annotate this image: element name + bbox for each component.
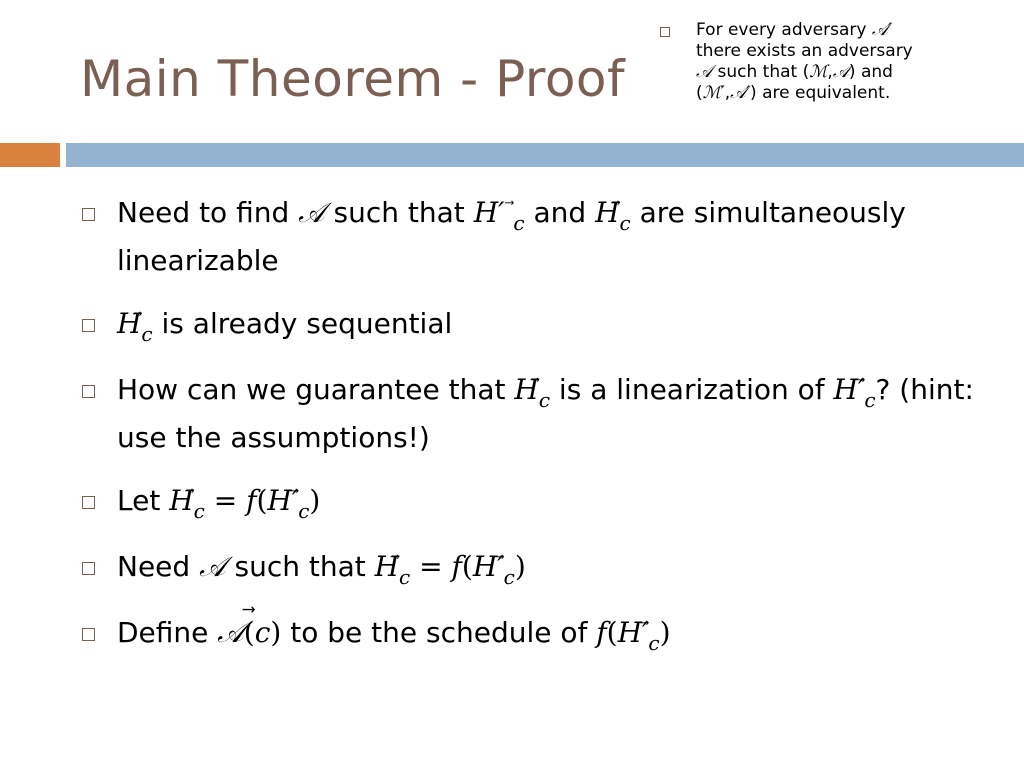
bullet-icon	[82, 496, 95, 509]
note-bullet-icon	[660, 27, 670, 37]
bullet-icon	[82, 385, 95, 398]
bullet-icon	[82, 628, 95, 641]
bullet-item-4: Let H⃗ c = f(H′⃗ c)	[82, 478, 982, 526]
bullet-list	[82, 190, 982, 676]
bullet-item-2: H⃗ c is already sequential	[82, 301, 982, 349]
side-note-text: For every adversary 𝒜′ there exists an adversary 𝒜 such that (ℳ,𝒜) and (ℳ′,𝒜′) are equivalent.	[696, 20, 913, 103]
accent-bar-blue	[66, 143, 1024, 167]
bullet-item-3: How can we guarantee that H⃗ c is a linearization of H′⃗ c? (hint: use the assumptions!)	[82, 367, 982, 460]
bullet-icon	[82, 208, 95, 221]
accent-bar-orange	[0, 143, 60, 167]
bullet-icon	[82, 562, 95, 575]
slide-title: Main Theorem - Proof	[80, 50, 626, 108]
bullet-item-6: Define 𝒜(⃗ c) to be the schedule of f(H′⃗ c)	[82, 610, 982, 658]
bullet-item-1: Need to find 𝒜 such that H′ ⃗ c and H⃗ c are simultaneously linearizable	[82, 190, 982, 283]
bullet-item-5: Need 𝒜 such that H⃗ c = f(H′⃗ c)	[82, 544, 982, 592]
bullet-icon	[82, 319, 95, 332]
side-note	[660, 20, 980, 104]
